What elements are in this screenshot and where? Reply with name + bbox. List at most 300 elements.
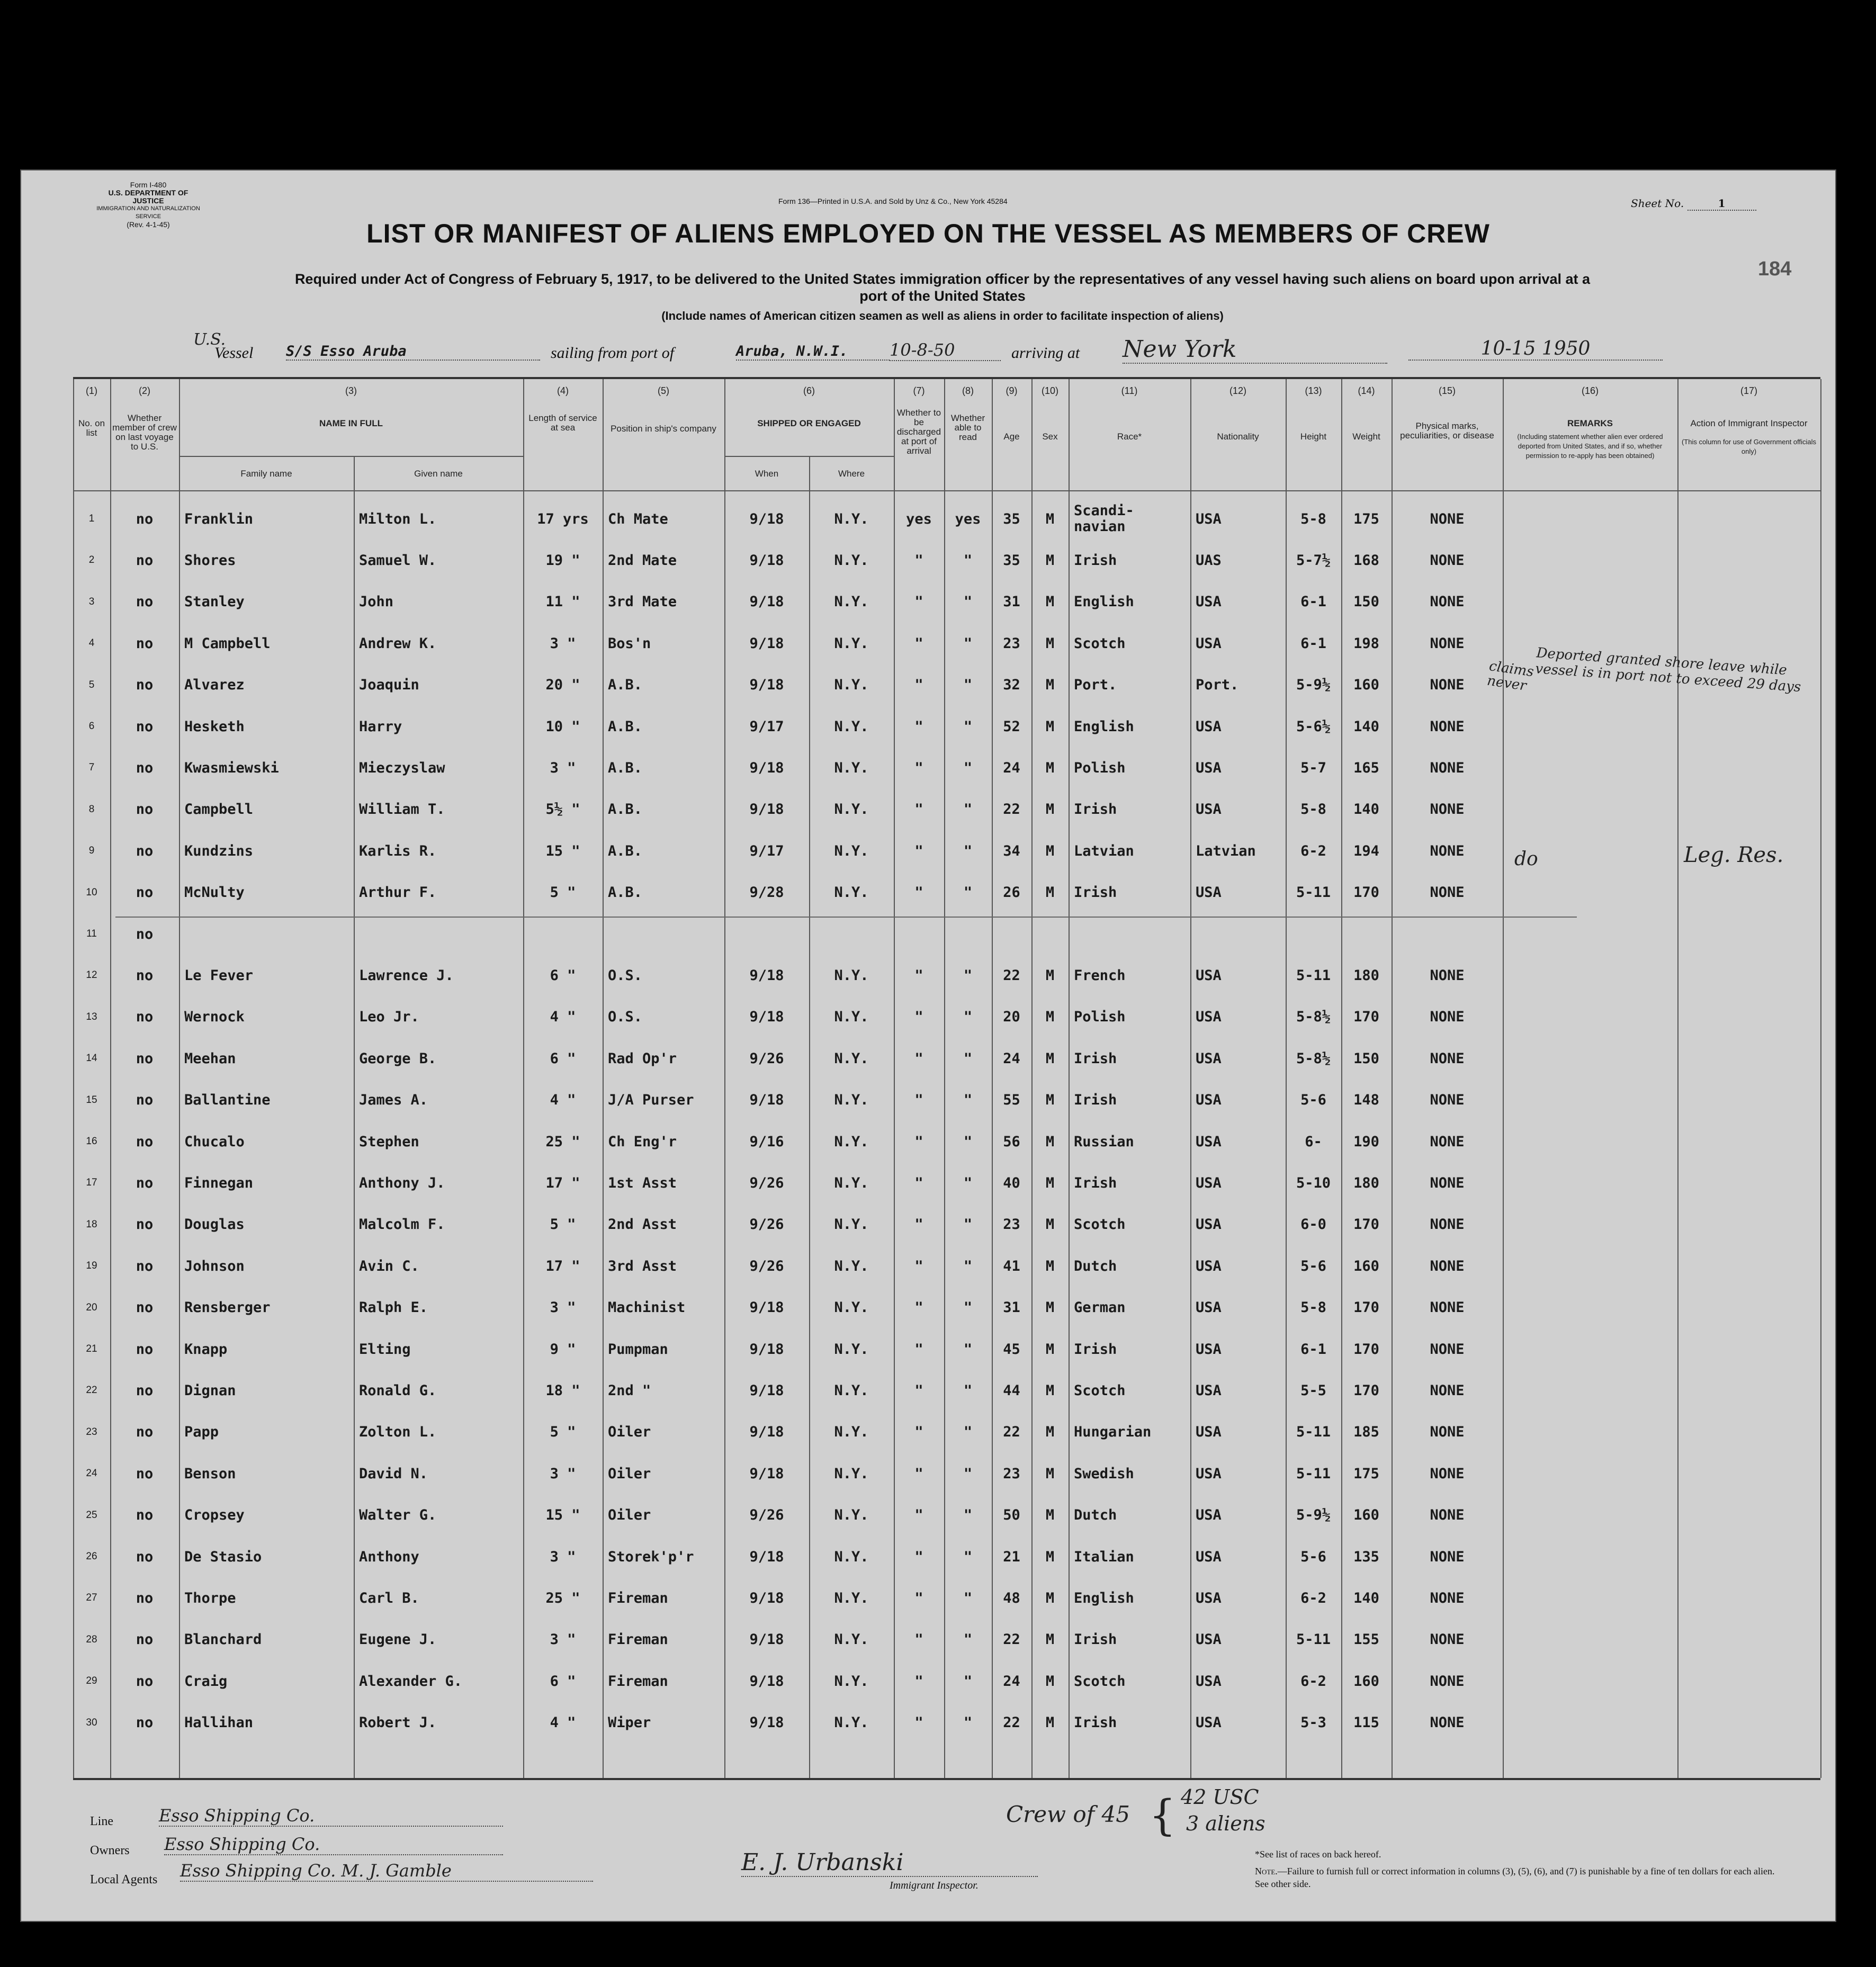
cell-given: Walter G.: [359, 1507, 437, 1524]
cell-position: 2nd ": [608, 1382, 651, 1399]
cell-weight: 160: [1353, 1258, 1379, 1274]
cell-nationality: UAS: [1196, 552, 1222, 569]
crew-aliens: 3 aliens: [1186, 1812, 1265, 1835]
cell-age: 22: [1003, 1424, 1020, 1441]
cell-where: N.Y.: [834, 510, 869, 527]
sheet-number: [1631, 197, 1756, 211]
cell-sex: M: [1045, 1133, 1055, 1150]
cell-when: 9/17: [749, 718, 784, 735]
cell-sex: M: [1045, 1174, 1055, 1191]
cell-no: 24: [86, 1468, 97, 1479]
subheader-rule: [179, 456, 523, 457]
cell-read: ": [963, 635, 973, 652]
cell-nationality: USA: [1196, 510, 1222, 527]
column-label-c3: NAME IN FULL: [319, 418, 383, 428]
cell-no: 13: [86, 1011, 97, 1022]
cell-nationality: USA: [1196, 635, 1222, 652]
cell-where: N.Y.: [834, 801, 869, 818]
cell-service: 5 ": [550, 1424, 576, 1441]
cell-no: 12: [86, 969, 97, 981]
cell-weight: 150: [1353, 594, 1379, 610]
agents-label: Local Agents: [90, 1873, 158, 1887]
cell-service: 3 ": [550, 635, 576, 652]
column-label-c15: Physical marks, peculiarities, or disease: [1400, 421, 1494, 441]
cell-read: ": [963, 759, 973, 776]
cell-age: 22: [1003, 1631, 1020, 1648]
cell-marks: NONE: [1430, 1589, 1465, 1606]
cell-marks: NONE: [1430, 1299, 1465, 1316]
cell-sex: M: [1045, 1507, 1055, 1524]
cell-height: 6-1: [1300, 1341, 1326, 1358]
cell-race: Irish: [1074, 1714, 1117, 1731]
cell-service: 17 ": [545, 1258, 580, 1274]
cell-when: 9/16: [749, 1133, 784, 1150]
cell-height: 5-8: [1300, 510, 1326, 527]
cell-race: Swedish: [1074, 1465, 1134, 1482]
cell-read: ": [963, 1299, 973, 1316]
cell-race: Italian: [1074, 1548, 1134, 1565]
cell-service: 25 ": [545, 1133, 580, 1150]
cell-nationality: USA: [1196, 759, 1222, 776]
cell-height: 5-6: [1300, 1258, 1326, 1274]
cell-discharged: ": [914, 967, 923, 984]
cell-where: N.Y.: [834, 677, 869, 694]
cell-family: Knapp: [184, 1341, 228, 1358]
cell-family: De Stasio: [184, 1548, 262, 1565]
sailing-label: sailing from port of: [551, 344, 675, 362]
cell-discharged: yes: [906, 510, 932, 527]
cell-position: [603, 913, 724, 955]
cell-height: [1286, 913, 1341, 955]
cell-prev: no: [136, 1341, 154, 1358]
cell-no: 2: [88, 554, 95, 566]
agents-value: Esso Shipping Co. M. J. Gamble: [180, 1861, 593, 1882]
table-row: [73, 1660, 1820, 1702]
cell-discharged: ": [914, 1548, 923, 1565]
cell-when: 9/17: [749, 842, 784, 859]
cell-family: Hesketh: [184, 718, 245, 735]
cell-race: French: [1074, 967, 1126, 984]
cell-prev: no: [136, 1714, 154, 1731]
cell-sex: M: [1045, 1424, 1055, 1441]
cell-position: 2nd Asst: [608, 1216, 677, 1233]
cell-weight: 140: [1353, 801, 1379, 818]
cell-family: Meehan: [184, 1050, 236, 1067]
table-row: [73, 1619, 1820, 1660]
cell-marks: NONE: [1430, 1507, 1465, 1524]
cell-sex: M: [1045, 884, 1055, 901]
cell-sex: M: [1045, 1714, 1055, 1731]
cell-race: Scotch: [1074, 635, 1126, 652]
cell-when: 9/28: [749, 884, 784, 901]
cell-read: ": [963, 884, 973, 901]
cell-age: 52: [1003, 718, 1020, 735]
cell-when: 9/26: [749, 1174, 784, 1191]
table-row: [73, 1702, 1820, 1744]
vessel-line: [21, 330, 1835, 363]
cell-height: 5-9½: [1296, 677, 1331, 694]
column-label-c8: Whether able to read: [950, 413, 985, 442]
cell-position: Fireman: [608, 1589, 668, 1606]
column-sub-family: Family name: [240, 469, 292, 479]
cell-given: [354, 913, 523, 955]
cell-family: Dignan: [184, 1382, 236, 1399]
cell-nationality: USA: [1196, 1341, 1222, 1358]
column-number-c15: (15): [1438, 385, 1456, 396]
cell-service: 20 ": [545, 677, 580, 694]
cell-no: 15: [86, 1094, 97, 1106]
table-row: [73, 1204, 1820, 1245]
cell-height: 5-5: [1300, 1382, 1326, 1399]
cell-prev: no: [136, 1299, 154, 1316]
cell-sex: M: [1045, 801, 1055, 818]
cell-discharged: ": [914, 759, 923, 776]
cell-marks: NONE: [1430, 1341, 1465, 1358]
cell-no: 23: [86, 1426, 97, 1438]
cell-age: 21: [1003, 1548, 1020, 1565]
cell-no: 22: [86, 1385, 97, 1396]
cell-service: 3 ": [550, 1299, 576, 1316]
cell-where: N.Y.: [834, 1341, 869, 1358]
cell-read: ": [963, 1092, 973, 1109]
cell-read: ": [963, 1258, 973, 1274]
cell-service: 3 ": [550, 759, 576, 776]
cell-race: German: [1074, 1299, 1126, 1316]
cell-read: ": [963, 1216, 973, 1233]
table-row: [73, 913, 1820, 955]
cell-age: 20: [1003, 1009, 1020, 1026]
cell-race: Irish: [1074, 884, 1117, 901]
table-row: [73, 581, 1820, 623]
cell-age: 31: [1003, 1299, 1020, 1316]
cell-race: [1069, 913, 1190, 955]
table-row: [73, 1162, 1820, 1203]
cell-weight: 148: [1353, 1092, 1379, 1109]
cell-where: N.Y.: [834, 1050, 869, 1067]
cell-nationality: USA: [1196, 1714, 1222, 1731]
cell-position: O.S.: [608, 967, 643, 984]
column-number-c17: (17): [1740, 385, 1757, 396]
cell-nationality: USA: [1196, 718, 1222, 735]
cell-prev: no: [136, 1258, 154, 1274]
column-label-c4: Length of service at sea: [528, 413, 597, 433]
cell-read: ": [963, 1589, 973, 1606]
column-label-c10: Sex: [1042, 432, 1058, 442]
cell-discharged: ": [914, 842, 923, 859]
cell-height: 6-2: [1300, 1589, 1326, 1606]
table-row: [73, 1287, 1820, 1328]
cell-age: 34: [1003, 842, 1020, 859]
cell-no: 29: [86, 1675, 97, 1687]
cell-position: Pumpman: [608, 1341, 668, 1358]
table-row: [73, 1453, 1820, 1494]
cell-height: 5-7: [1300, 759, 1326, 776]
cell-no: 14: [86, 1053, 97, 1064]
cell-where: N.Y.: [834, 1424, 869, 1441]
cell-read: ": [963, 718, 973, 735]
cell-no: 10: [86, 886, 97, 898]
cell-weight: 160: [1353, 1507, 1379, 1524]
cell-sex: M: [1045, 1050, 1055, 1067]
cell-weight: 180: [1353, 1174, 1379, 1191]
cell-marks: NONE: [1430, 759, 1465, 776]
cell-position: A.B.: [608, 718, 643, 735]
cell-marks: [1392, 913, 1503, 955]
cell-given: Samuel W.: [359, 552, 437, 569]
column-rule: [1820, 379, 1821, 1778]
cell-service: 5 ": [550, 1216, 576, 1233]
cell-family: Chucalo: [184, 1133, 245, 1150]
subheader-rule: [724, 456, 894, 457]
cell-race: Latvian: [1074, 842, 1134, 859]
cell-read: [944, 913, 992, 955]
cell-race: Irish: [1074, 1341, 1117, 1358]
cell-height: 5-11: [1296, 1631, 1331, 1648]
cell-nationality: Port.: [1196, 677, 1239, 694]
cell-position: A.B.: [608, 842, 643, 859]
cell-marks: NONE: [1430, 1133, 1465, 1150]
cell-age: 24: [1003, 759, 1020, 776]
inspector-signature: E. J. Urbanski: [741, 1849, 1038, 1877]
column-number-c16: (16): [1581, 385, 1599, 396]
cell-height: 5-8: [1300, 1299, 1326, 1316]
manifest-sheet: [20, 169, 1836, 1922]
column-number-c9: (9): [1006, 385, 1018, 396]
column-label-c14: Weight: [1352, 432, 1380, 442]
cell-no: 11: [86, 928, 97, 939]
cell-position: Oiler: [608, 1507, 651, 1524]
cell-no: 8: [88, 803, 95, 815]
cell-when: 9/26: [749, 1507, 784, 1524]
cell-no: 4: [88, 637, 95, 649]
line-label: Line: [90, 1815, 113, 1828]
cell-where: N.Y.: [834, 1009, 869, 1026]
cell-age: 45: [1003, 1341, 1020, 1358]
cell-weight: 150: [1353, 1050, 1379, 1067]
cell-sex: M: [1045, 552, 1055, 569]
cell-age: 35: [1003, 510, 1020, 527]
sailing-port: Aruba, N.W.I.: [736, 343, 890, 361]
cell-height: 5-10: [1296, 1174, 1331, 1191]
cell-read: ": [963, 1714, 973, 1731]
cell-marks: NONE: [1430, 1673, 1465, 1690]
cell-race: Russian: [1074, 1133, 1134, 1150]
cell-sex: M: [1045, 635, 1055, 652]
cell-weight: 180: [1353, 967, 1379, 984]
column-label-c6: SHIPPED OR ENGAGED: [757, 418, 861, 428]
cell-race: Scotch: [1074, 1673, 1126, 1690]
requirement-line2: port of the United States: [859, 288, 1026, 304]
cell-marks: NONE: [1430, 1548, 1465, 1565]
cell-prev: no: [136, 1009, 154, 1026]
cell-given: Carl B.: [359, 1589, 419, 1606]
table-row: [73, 1121, 1820, 1162]
cell-family: Kwasmiewski: [184, 759, 279, 776]
cell-age: 22: [1003, 1714, 1020, 1731]
cell-read: ": [963, 552, 973, 569]
column-number-c14: (14): [1358, 385, 1375, 396]
cell-given: Harry: [359, 718, 402, 735]
cell-family: Franklin: [184, 510, 254, 527]
cell-no: 28: [86, 1633, 97, 1645]
table-row: [73, 1038, 1820, 1079]
cell-family: Papp: [184, 1424, 219, 1441]
cell-service: 4 ": [550, 1009, 576, 1026]
cell-service: 19 ": [545, 552, 580, 569]
cell-weight: 170: [1353, 1382, 1379, 1399]
revision: (Rev. 4-1-45): [127, 220, 170, 229]
action-row9: Leg. Res.: [1684, 843, 1784, 867]
cell-read: ": [963, 677, 973, 694]
cell-height: 6-2: [1300, 842, 1326, 859]
strike-line: [115, 917, 1577, 918]
cell-service: 5 ": [550, 884, 576, 901]
cell-nationality: USA: [1196, 1216, 1222, 1233]
column-number-c12: (12): [1229, 385, 1246, 396]
crew-table: [73, 377, 1820, 1780]
arriving-label: arriving at: [1011, 344, 1080, 362]
cell-when: 9/18: [749, 801, 784, 818]
cell-prev: no: [136, 552, 154, 569]
cell-service: 6 ": [550, 1673, 576, 1690]
cell-discharged: ": [914, 1050, 923, 1067]
cell-service: 11 ": [545, 594, 580, 610]
column-sub-action: (This column for use of Government officials only): [1681, 438, 1817, 455]
table-row: [73, 830, 1820, 872]
cell-height: 6-1: [1300, 594, 1326, 610]
cell-discharged: ": [914, 1673, 923, 1690]
cell-nationality: USA: [1196, 1507, 1222, 1524]
cell-nationality: USA: [1196, 1589, 1222, 1606]
cell-age: 40: [1003, 1174, 1020, 1191]
cell-height: 5-11: [1296, 967, 1331, 984]
table-row: [73, 540, 1820, 581]
table-row: [73, 1412, 1820, 1453]
cell-where: N.Y.: [834, 718, 869, 735]
cell-family: Ballantine: [184, 1092, 271, 1109]
table-row: [73, 789, 1820, 830]
cell-family: Benson: [184, 1465, 236, 1482]
cell-service: 3 ": [550, 1465, 576, 1482]
inspector-label: Immigrant Inspector.: [890, 1880, 979, 1891]
races-note: *See list of races on back hereof.: [1255, 1849, 1381, 1860]
cell-height: 6-1: [1300, 635, 1326, 652]
cell-given: Lawrence J.: [359, 967, 454, 984]
remark-row5: Deported granted shore leave while vessel is in port not to exceed 29 days: [1534, 645, 1802, 696]
cell-no: 17: [86, 1177, 97, 1189]
table-row: [73, 1536, 1820, 1577]
table-row: [73, 955, 1820, 996]
cell-family: Campbell: [184, 801, 254, 818]
cell-nationality: USA: [1196, 1258, 1222, 1274]
cell-family: Stanley: [184, 594, 245, 610]
cell-nationality: USA: [1196, 1174, 1222, 1191]
cell-service: 25 ": [545, 1589, 580, 1606]
cell-nationality: USA: [1196, 1050, 1222, 1067]
cell-marks: NONE: [1430, 594, 1465, 610]
cell-where: N.Y.: [834, 1299, 869, 1316]
cell-given: Zolton L.: [359, 1424, 437, 1441]
cell-prev: no: [136, 1382, 154, 1399]
table-row: [73, 706, 1820, 747]
cell-nationality: USA: [1196, 1548, 1222, 1565]
cell-discharged: ": [914, 1174, 923, 1191]
requirement-line3: (Include names of American citizen seamen as well as aliens in order to facilitate inspection of aliens): [661, 309, 1224, 322]
cell-given: Robert J.: [359, 1714, 437, 1731]
cell-age: 22: [1003, 801, 1020, 818]
cell-given: Arthur F.: [359, 884, 437, 901]
cell-family: Douglas: [184, 1216, 245, 1233]
cell-service: 15 ": [545, 1507, 580, 1524]
cell-when: 9/18: [749, 1673, 784, 1690]
cell-weight: 185: [1353, 1424, 1379, 1441]
cell-prev: no: [136, 842, 154, 859]
cell-when: 9/18: [749, 967, 784, 984]
cell-when: 9/26: [749, 1258, 784, 1274]
cell-given: Anthony: [359, 1548, 419, 1565]
cell-height: 6-0: [1300, 1216, 1326, 1233]
cell-race: Polish: [1074, 1009, 1126, 1026]
owners-value: Esso Shipping Co.: [164, 1834, 503, 1855]
cell-age: 24: [1003, 1673, 1020, 1690]
cell-prev: no: [136, 926, 154, 942]
cell-height: 5-11: [1296, 884, 1331, 901]
fine-note: [1255, 1865, 1784, 1890]
cell-race: Scotch: [1074, 1382, 1126, 1399]
cell-position: Fireman: [608, 1673, 668, 1690]
cell-when: 9/18: [749, 1382, 784, 1399]
cell-nationality: USA: [1196, 884, 1222, 901]
cell-discharged: ": [914, 552, 923, 569]
cell-read: ": [963, 1174, 973, 1191]
cell-age: 35: [1003, 552, 1020, 569]
cell-age: 23: [1003, 1216, 1020, 1233]
cell-family: Kundzins: [184, 842, 254, 859]
cell-sex: M: [1045, 510, 1055, 527]
cell-position: 3rd Mate: [608, 594, 677, 610]
vessel-name: S/S Esso Aruba: [286, 343, 540, 361]
cell-prev: no: [136, 801, 154, 818]
cell-height: 5-11: [1296, 1424, 1331, 1441]
cell-read: ": [963, 1424, 973, 1441]
cell-prev: no: [136, 594, 154, 610]
cell-height: 5-8½: [1296, 1009, 1331, 1026]
cell-marks: NONE: [1430, 1050, 1465, 1067]
cell-discharged: ": [914, 1009, 923, 1026]
cell-marks: NONE: [1430, 1382, 1465, 1399]
cell-age: 22: [1003, 967, 1020, 984]
cell-given: William T.: [359, 801, 445, 818]
owners-label: Owners: [90, 1844, 130, 1857]
cell-marks: NONE: [1430, 1092, 1465, 1109]
cell-service: 4 ": [550, 1092, 576, 1109]
cell-where: N.Y.: [834, 1258, 869, 1274]
cell-sex: M: [1045, 842, 1055, 859]
arrival-date: 10-15 1950: [1408, 338, 1663, 361]
cell-marks: NONE: [1430, 718, 1465, 735]
cell-read: ": [963, 1009, 973, 1026]
cell-sex: M: [1045, 594, 1055, 610]
cell-marks: NONE: [1430, 884, 1465, 901]
cell-weight: [1341, 913, 1392, 955]
crew-brace: {: [1149, 1791, 1176, 1840]
cell-sex: M: [1045, 759, 1055, 776]
table-row: [73, 1495, 1820, 1536]
cell-marks: NONE: [1430, 510, 1465, 527]
cell-marks: NONE: [1430, 1258, 1465, 1274]
cell-family: Wernock: [184, 1009, 245, 1026]
cell-no: 1: [88, 513, 95, 524]
